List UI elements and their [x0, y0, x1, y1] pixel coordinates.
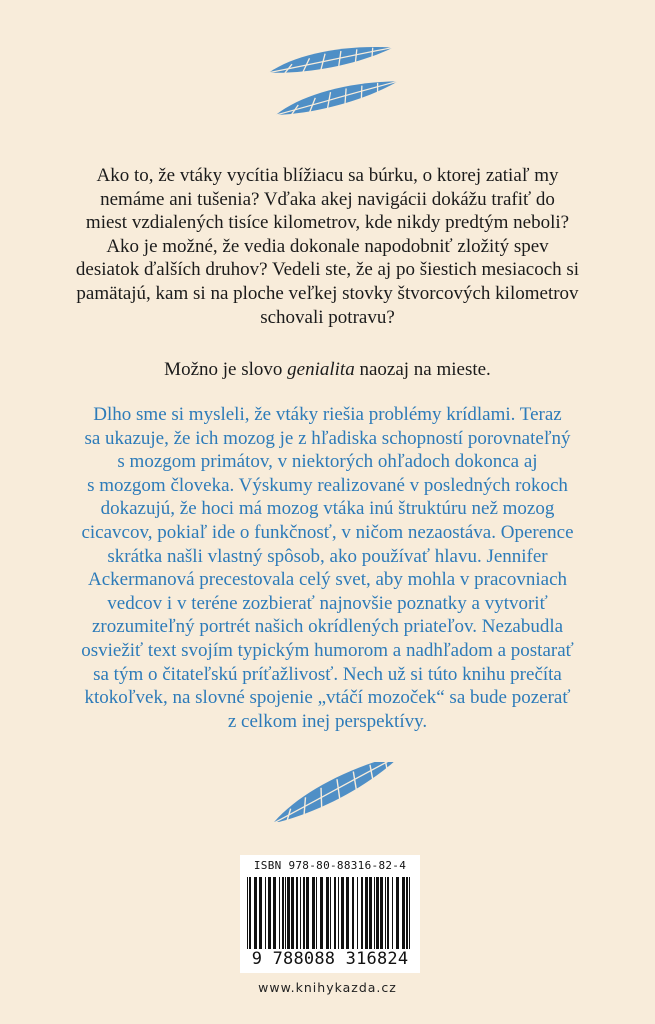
barcode-bar: [300, 877, 301, 949]
barcode-bar: [247, 877, 248, 949]
isbn-label: ISBN 978-80-88316-82-4: [253, 859, 407, 872]
genius-sentence: [60, 358, 595, 382]
barcode-bar: [296, 877, 298, 949]
blurb-line: s mozgom človeka. Výskumy realizované v posledných rokoch: [87, 474, 568, 496]
barcode-bar: [374, 877, 375, 949]
barcode-bar: [249, 877, 251, 949]
barcode-bar: [320, 877, 323, 949]
barcode-bar: [406, 877, 408, 949]
barcode-bar: [334, 877, 336, 949]
blurb-line: sa tým o čitateľskú príťažlivosť. Nech už si túto knihu prečíta: [93, 663, 562, 685]
genius-after: naozaj na mieste.: [354, 359, 491, 380]
intro-line: nemáme ani tušenia? Vďaka akej navigácii dokážu trafiť do: [100, 188, 555, 210]
barcode-bar: [303, 877, 305, 949]
intro-line: miest vzdialených tisíce kilometrov, kde nikdy predtým neboli?: [85, 212, 570, 234]
barcode-bar: [361, 877, 363, 949]
blurb-line: sa ukazuje, že ich mozog je z hľadiska schopností porovnateľný: [84, 427, 571, 449]
barcode-bar: [265, 877, 266, 949]
barcode-bar: [346, 877, 349, 949]
barcode-bar: [380, 877, 383, 949]
intro-line: pamätajú, kam si na ploche veľkej stovky štvorcových kilometrov: [76, 282, 579, 304]
feather-icon: [260, 762, 420, 822]
barcode-bar: [306, 877, 309, 949]
barcode-bar: [352, 877, 354, 949]
barcode-bar: [365, 877, 368, 949]
barcode-bar: [396, 877, 399, 949]
barcode-bar: [376, 877, 379, 949]
blurb-paragraph: [60, 403, 595, 733]
blurb-line: osviežiť text svojím typickým humorom a nadhľadom a postarať: [81, 639, 574, 661]
isbn-digits: 9 788088 316824: [251, 949, 409, 969]
intro-line: Ako je možné, že vedia dokonale napodobniť zložitý spev: [106, 235, 549, 257]
blurb-line: Dlho sme si mysleli, že vtáky riešia problémy krídlami. Teraz: [93, 404, 562, 425]
barcode-bar: [385, 877, 386, 949]
barcode-bar: [392, 877, 393, 949]
barcode-bar: [273, 877, 276, 949]
intro-paragraph: [60, 164, 595, 329]
blurb-line: vedcov i v teréne zozbierať najnovšie poznatky a vytvoriť: [107, 592, 548, 614]
barcode-bar: [279, 877, 280, 949]
barcode-bar: [259, 877, 262, 949]
publisher-website: www.knihykazda.cz: [258, 980, 397, 995]
blurb-line: Ackermanová precestovala celý svet, aby mohla v pracovniach: [87, 569, 568, 591]
barcode-bar: [330, 877, 331, 949]
barcode: [240, 855, 420, 973]
intro-line: schovali potravu?: [260, 306, 395, 328]
barcode-bars: [245, 877, 415, 949]
blurb-line: skrátka našli vlastný spôsob, ako používať hlavu. Jennifer: [107, 545, 548, 567]
genius-before: Možno je slovo: [164, 359, 288, 380]
barcode-bar: [326, 877, 329, 949]
genius-emphasis: genialita: [287, 359, 355, 380]
barcode-bar: [338, 877, 339, 949]
barcode-bar: [291, 877, 294, 949]
blurb-line: s mozgom primátov, v niektorých ohľadoch dokonca aj: [117, 451, 538, 473]
blurb-line: zrozumiteľný portrét našich okrídlených priateľov. Nezabudla: [91, 616, 564, 638]
barcode-bar: [357, 877, 358, 949]
barcode-bar: [282, 877, 284, 949]
blurb-line: ktokoľvek, na slovné spojenie „vtáčí mozoček“ sa bude pozerať: [84, 687, 571, 709]
intro-line: Ako to, že vtáky vycítia blížiacu sa búrku, o ktorej zatiaľ my: [96, 165, 559, 186]
barcode-bar: [285, 877, 286, 949]
barcode-bar: [268, 877, 271, 949]
blurb-line: cicavcov, pokiaľ ide o funkčnosť, v ničom nezaostáva. Operence: [81, 521, 574, 543]
barcode-bar: [409, 877, 410, 949]
barcode-bar: [312, 877, 315, 949]
barcode-bar: [316, 877, 317, 949]
blurb-line: dokazujú, že hoci má mozog vtáka inú štruktúru než mozog: [100, 498, 555, 520]
intro-line: desiatok ďalších druhov? Vedeli ste, že aj po šiestich mesiacoch si: [75, 259, 580, 281]
barcode-bar: [341, 877, 344, 949]
feather-icon: [268, 78, 408, 123]
blurb-line: z celkom inej perspektívy.: [227, 710, 428, 732]
barcode-bar: [254, 877, 257, 949]
barcode-bar: [402, 877, 405, 949]
barcode-bar: [387, 877, 389, 949]
barcode-bar: [369, 877, 372, 949]
barcode-bar: [287, 877, 290, 949]
